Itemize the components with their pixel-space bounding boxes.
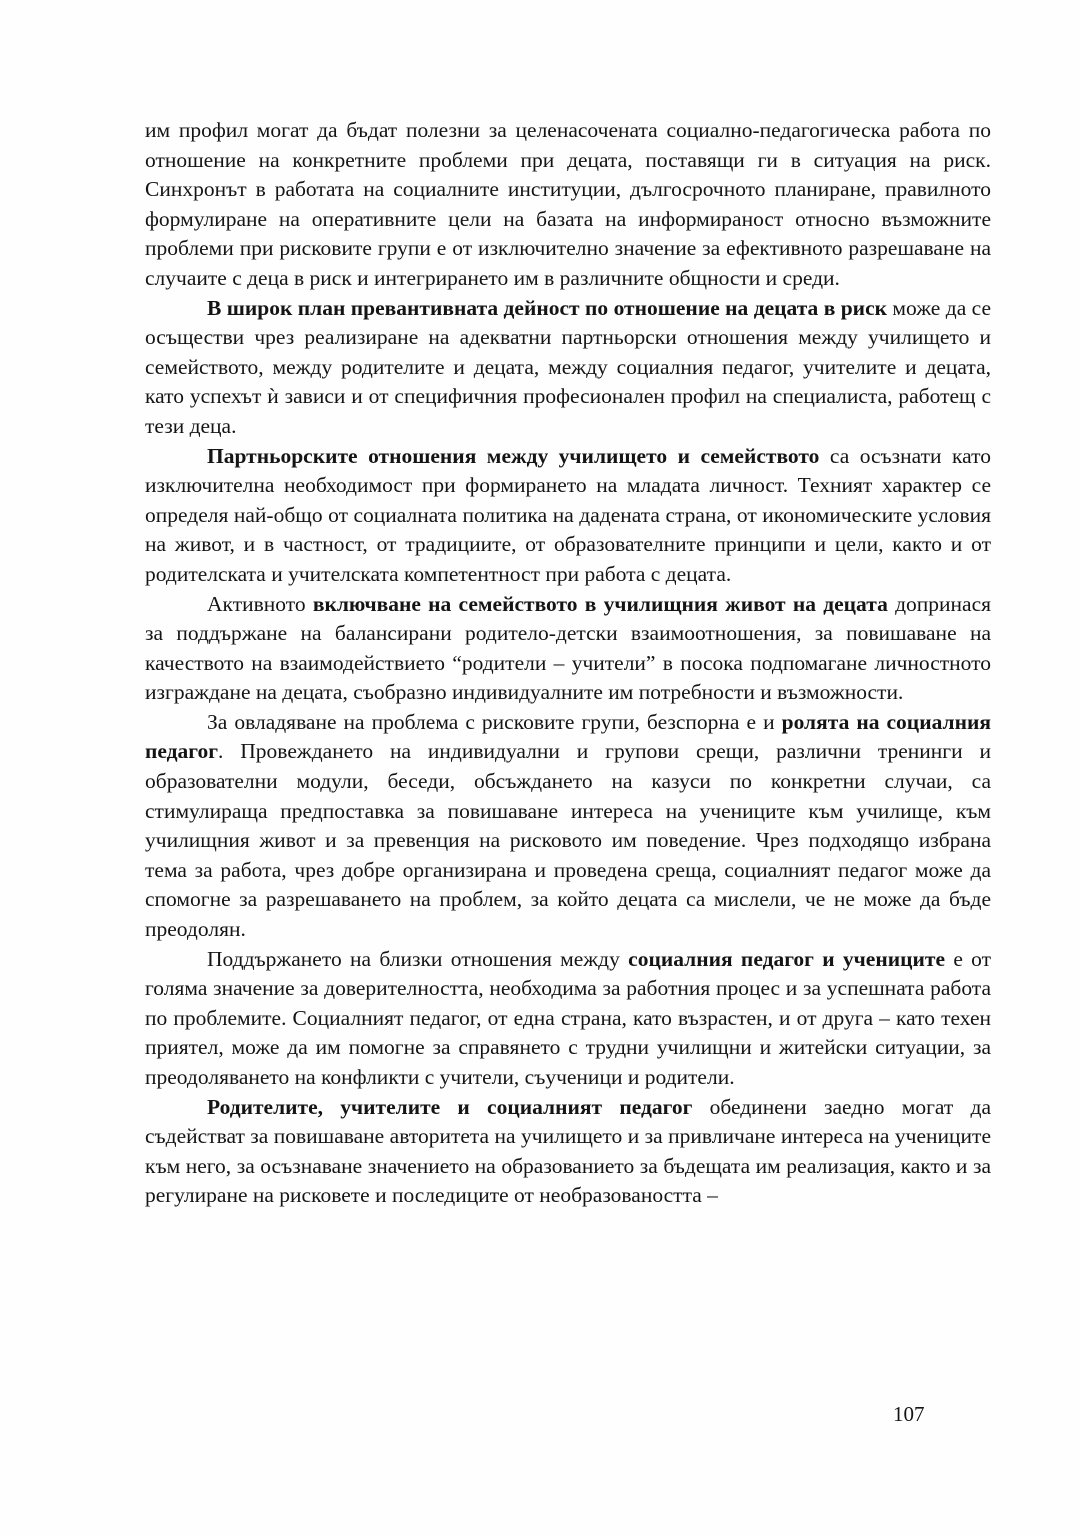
body-text: може да се осъществи чрез реализиране на адекватни партньорски отношения между училището и семейството, между родителите и децата, между социалния педагог, учителите и децата, като успехът ѝ зависи и от специфичния професионален профил на специалиста, работещ с тези деца. bbox=[145, 295, 992, 438]
body-text: За овладяване на проблема с рисковите групи, безспорна е и bbox=[207, 709, 782, 734]
bold-text: В широк план превантивната дейност по отношение на децата в риск bbox=[207, 295, 887, 320]
body-text: Поддържането на близки отношения между bbox=[207, 946, 629, 971]
body-text: е от голяма значение за доверителността, необходима за работния процес и за успешната работа по проблемите. Социалният педагог, от една страна, като възрастен, и от друга – като техен приятел, може да им помогне за справянето с трудни училищни и житейски ситуации, за преодоляването на конфликти с учители, съученици и родители. bbox=[145, 946, 992, 1089]
paragraph bbox=[145, 1093, 991, 1211]
bold-text: Партньорските отношения между училището и семейството bbox=[207, 443, 820, 468]
body-text: допринася за поддържане на балансирани родитело-детски взаимоотношения, за повишаване на качеството на взаимодействието “родители – учители” в посока подпомагане личностното изграждане на децата, съобразно индивидуалните им потребности и възможности. bbox=[145, 591, 992, 705]
paragraph bbox=[145, 708, 991, 945]
page-number: 107 bbox=[893, 1402, 925, 1426]
bold-text: социалния педагог и учениците bbox=[628, 946, 946, 971]
body-text: им профил могат да бъдат полезни за целенасочената социално-педагогическа работа по отношение на конкретните проблеми при децата, поставящи ги в ситуация на риск. Синхронът в работата на социалните институции, дългосрочното планиране, правилното формулиране на оперативните цели на базата на информираност относно възможните проблеми при рисковите групи е от изключително значение за ефективното разрешаване на случаите с деца в риск и интегрирането им в различните общности и среди. bbox=[145, 118, 991, 290]
body-text: . Провеждането на индивидуални и групови срещи, различни тренинги и образователни модули, беседи, обсъждането на казуси по конкретни случаи, са стимулираща предпоставка за повишаване интереса на учениците към училище, към училищния живот и за превенция на рисковото им поведение. Чрез подходящо избрана тема за работа, чрез добре организирана и проведена среща, социалният педагог може да спомогне за разрешаването на проблем, за който децата са мислели, че не може да бъде преодолян. bbox=[145, 739, 991, 942]
paragraph bbox=[145, 945, 991, 1093]
body-text: Активното bbox=[207, 591, 313, 616]
paragraph bbox=[145, 116, 991, 294]
page-body bbox=[145, 116, 991, 1211]
body-text: са осъзнати като изключителна необходимост при формирането на младата личност. Техният характер се определя най-общо от социалната политика на дадената страна, от икономическите условия на живот, и в частност, от традициите, от образователните принципи и цели, както и от родителската и учителската компетентност при работа с децата. bbox=[145, 443, 991, 586]
paragraph bbox=[145, 590, 991, 708]
paragraph bbox=[145, 442, 991, 590]
bold-text: Родителите, учителите и социалният педагог bbox=[207, 1094, 693, 1119]
bold-text: ролята на социалния педагог bbox=[145, 709, 991, 764]
bold-text: включване на семейството в училищния живот на децата bbox=[312, 591, 888, 616]
paragraph bbox=[145, 294, 991, 442]
body-text: обединени заедно могат да съдействат за повишаване авторитета на училището и за привличане интереса на учениците към него, за осъзнаване значението на образованието за бъдещата им реализация, както и за регулиране на рисковете и последиците от необразоваността – bbox=[145, 1094, 991, 1208]
